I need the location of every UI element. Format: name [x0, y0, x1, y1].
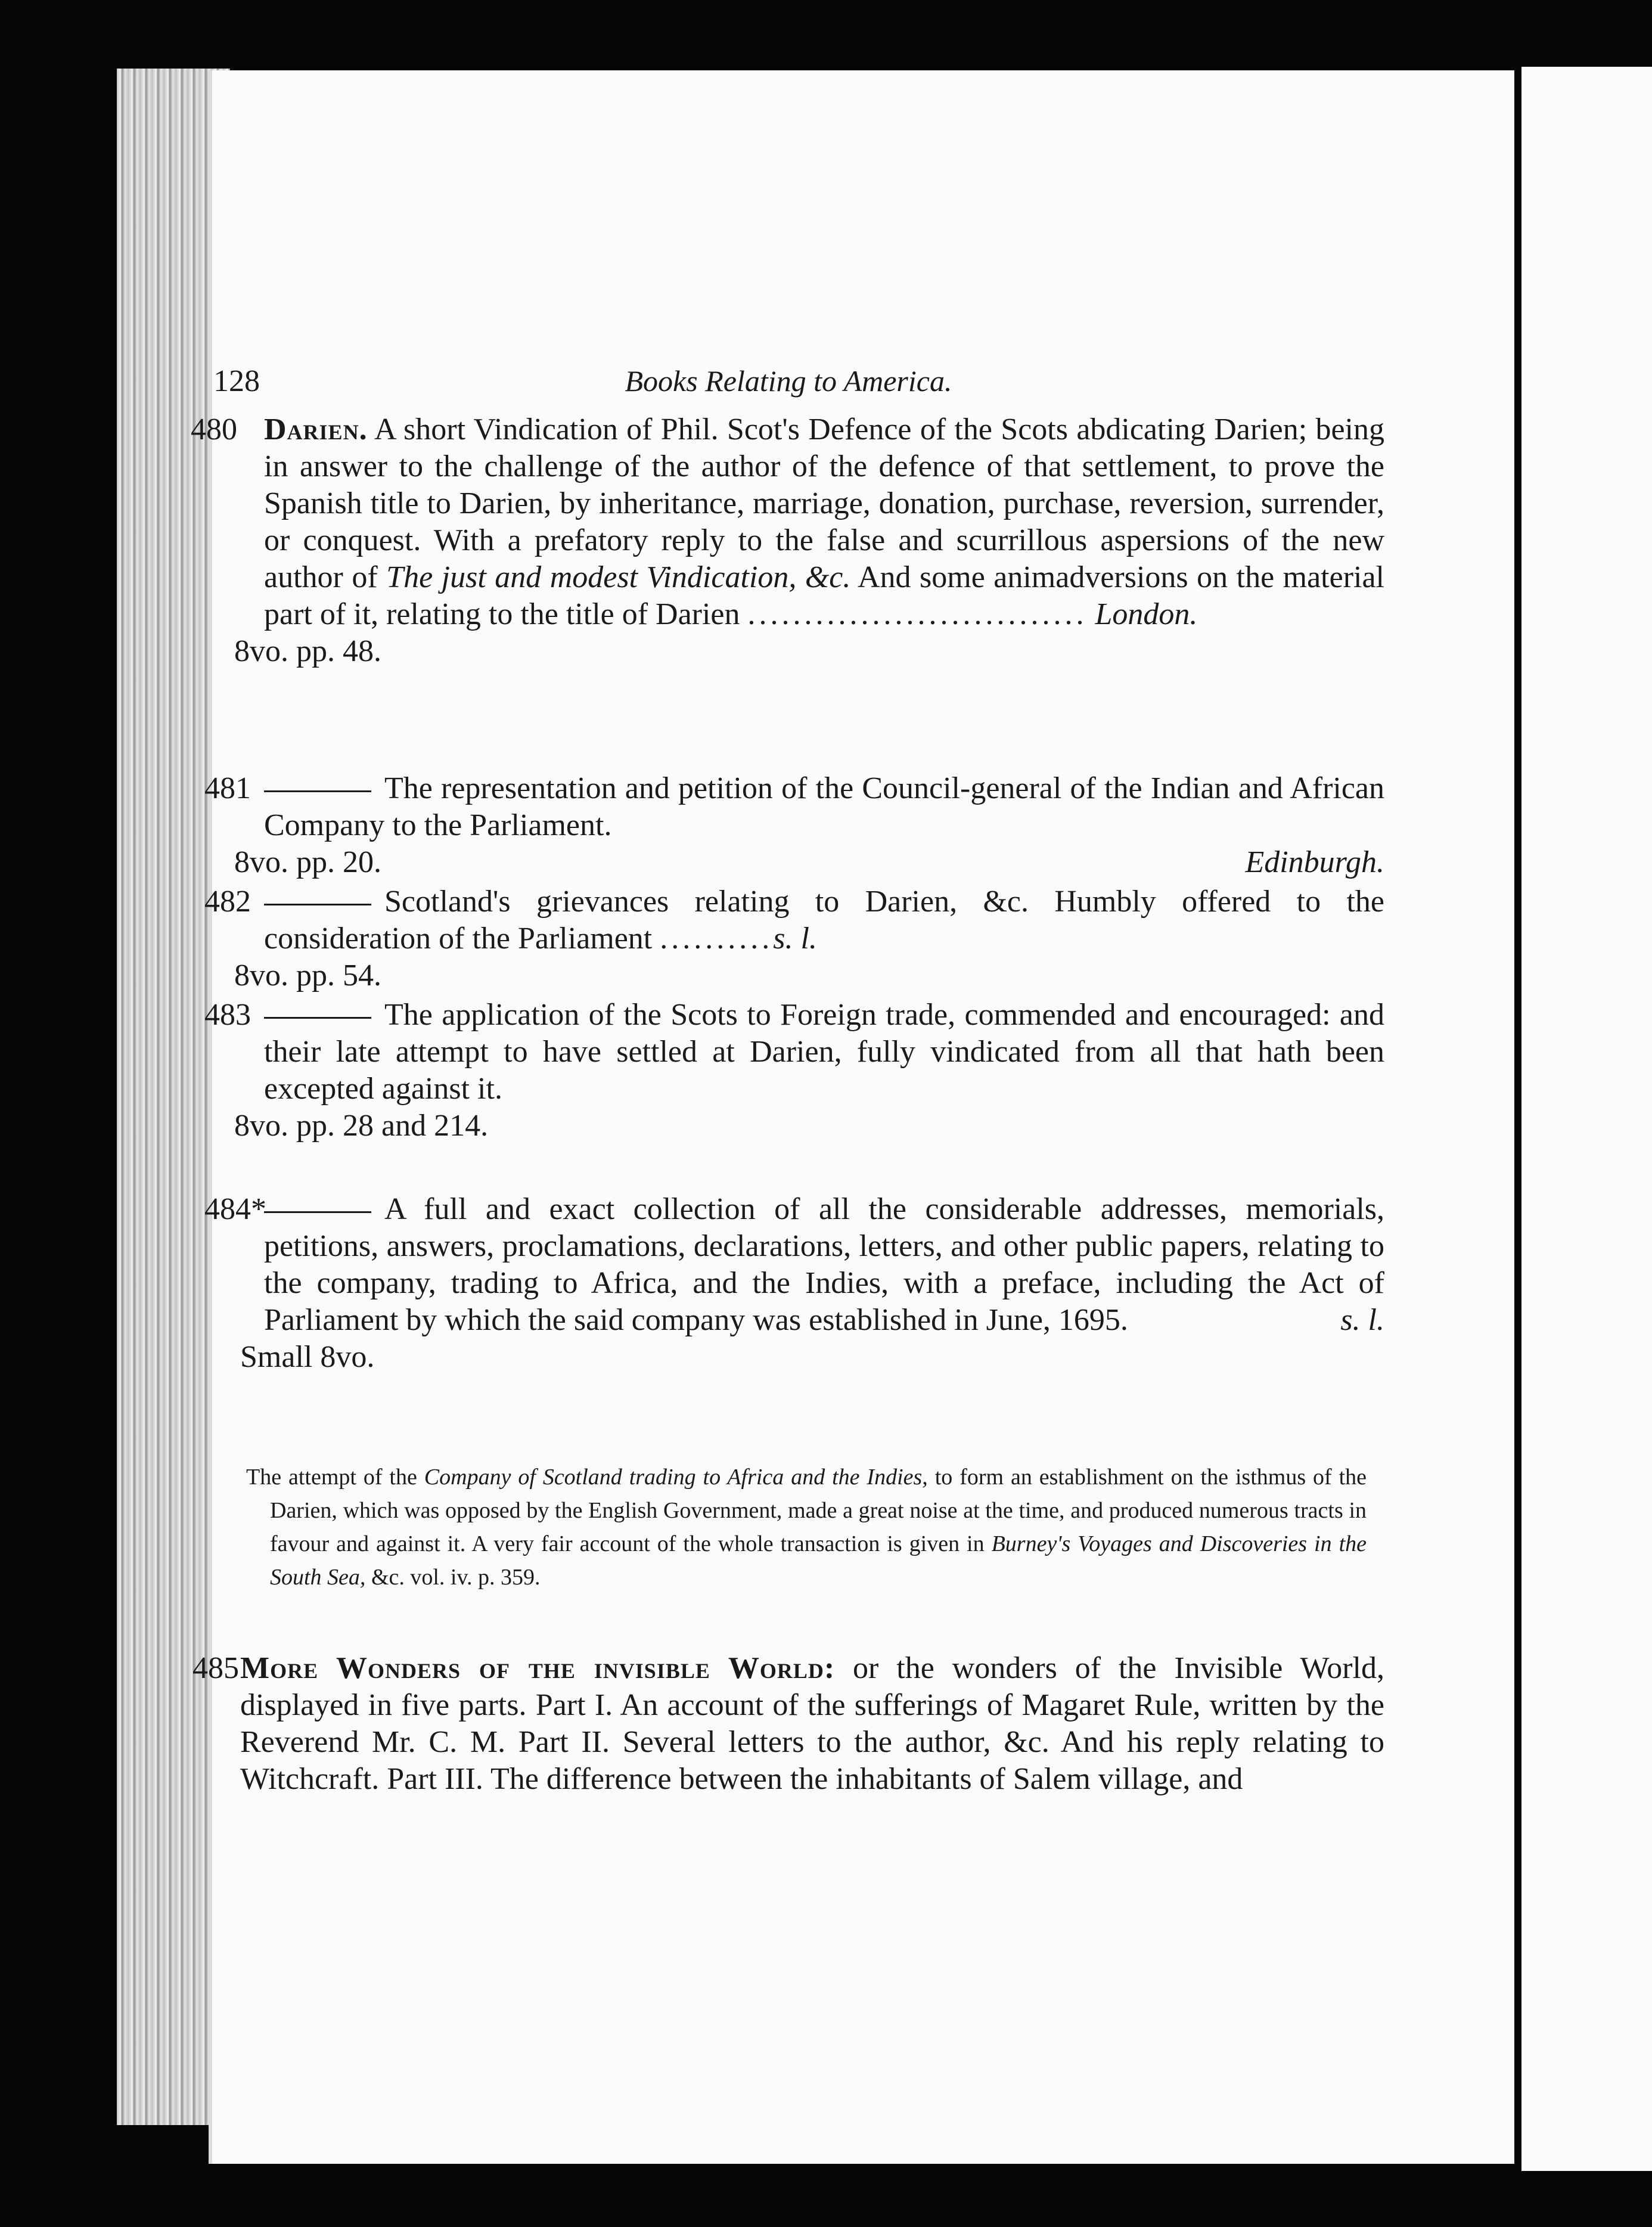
entry-format: Small 8vo.: [240, 1340, 375, 1374]
entry-place: Edinburgh.: [1245, 845, 1384, 879]
entry-heading: Darien.: [264, 412, 368, 446]
note-text: The attempt of the: [246, 1465, 417, 1490]
entry-480: 480 Darien. A short Vindication of Phil. Scot's Defence of the Scots abdicating Darien; being in answer to the challenge of the author of the defence of that settlement, to prove the Spanish title to Darien, by inheritance, marriage, donation, purchase, reversion, surrender, or conquest. With a prefatory reply to the false and scurrillous aspersions of the new author of The just and modest Vindication, &c. And some animadversions on the material part of it, relating to the title of Darien .............................. London. 8vo. pp. 48.: [264, 411, 1384, 670]
entry-text: The application of the Scots to Foreign trade, commended and encouraged: and their late attempt to have settled at Darien, fully vindicated from all that hath been excepted against it.: [264, 998, 1384, 1106]
facing-page-edge: [1521, 67, 1652, 2171]
entry-text: or the wonders of the Invisible World, displayed in five parts. Part I. An account of the sufferings of Magaret Rule, written by the Reverend Mr. C. M. Part II. Several letters to the author, &c. And his reply relating to Witchcraft. Part III. The difference between the inhabitants of Salem village, and: [240, 1651, 1385, 1796]
entry-format: 8vo. pp. 54.: [234, 959, 381, 992]
entry-format: 8vo. pp. 28 and 214.: [234, 1109, 489, 1143]
entry-place: London.: [1095, 597, 1198, 631]
entry-format: 8vo. pp. 20.: [234, 845, 381, 879]
running-head: Books Relating to America.: [625, 364, 952, 398]
entry-483: [204, 997, 1384, 1144]
entry-place: s. l.: [1340, 1303, 1384, 1337]
entry-text: A short Vindication of Phil. Scot's Defence of the Scots abdicating Darien; being in answer to the challenge of the author of the defence of that settlement, to prove the Spanish title to Darien, by inheritance, marriage, donation, purchase, reversion, surrender, or conquest. With a prefatory reply to the false and scurrillous aspersions of the new author of: [264, 412, 1384, 594]
entry-text-cont: And some animadversions on the material part of it, relating to the title of Darien: [264, 560, 1384, 631]
entry-text: The representation and petition of the Council-general of the Indian and African Company to the Parliament.: [264, 771, 1384, 842]
entry-number: 481: [204, 771, 251, 805]
entry-485: [192, 1650, 1385, 1798]
entry-number: 480: [191, 412, 237, 446]
entry-place: s. l.: [773, 922, 817, 956]
annotation-note: [246, 1460, 1367, 1594]
note-text: &c. vol. iv. p. 359.: [371, 1565, 541, 1590]
page-header: [213, 364, 1364, 399]
note-italic: Company of Scotland trading to Africa and the Indies,: [424, 1465, 928, 1490]
entry-484: [204, 1191, 1384, 1376]
page-number: 128: [213, 364, 260, 398]
entry-italic-title: The just and modest Vindication, &c.: [386, 560, 851, 594]
entry-number: 484*: [204, 1192, 266, 1226]
entry-format: 8vo. pp. 48.: [234, 634, 381, 668]
entry-482: 482 Scotland's grievances relating to Darien, &c. Humbly offered to the consideration of the Parliament ..........s. l. 8vo. pp. 54.: [264, 883, 1384, 994]
entry-number: 482: [204, 885, 251, 919]
entry-text: A full and exact collection of all the considerable addresses, memorials, petitions, answers, proclamations, declarations, letters, and other public papers, relating to the company, trading to Africa, and the Indies, with a preface, including the Act of Parliament by which the said company was established in June, 1695.: [264, 1192, 1384, 1337]
entry-heading: More Wonders of the invisible World:: [240, 1651, 836, 1685]
entry-481: [204, 770, 1384, 881]
note-italic: Burney's Voyages and Discoveries in the South Sea,: [270, 1531, 1367, 1590]
entry-text: Scotland's grievances relating to Darien, &c. Humbly offered to the consideration of the Parliament: [264, 885, 1384, 956]
note-text: to form an establishment on the isthmus of the Darien, which was opposed by the English Government, made a great noise at the time, and produced numerous tracts in favour and against it. A very fair account of the whole transaction is given in: [270, 1465, 1367, 1556]
entry-number: 483: [204, 998, 251, 1032]
entry-number: 485: [192, 1651, 239, 1685]
